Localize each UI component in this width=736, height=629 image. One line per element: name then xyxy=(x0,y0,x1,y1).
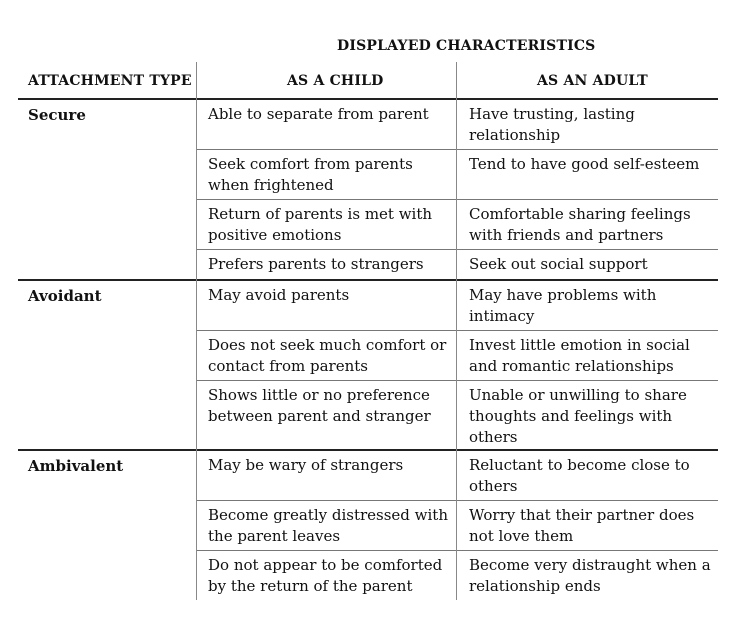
row-divider xyxy=(197,149,718,150)
row-divider xyxy=(197,249,718,250)
adult-cell: Have trusting, lasting relationship xyxy=(469,105,635,144)
child-cell: May be wary of strangers xyxy=(208,456,404,474)
child-cell: Prefers parents to strangers xyxy=(208,255,424,273)
child-cell: Do not appear to be comforted by the return of the parent xyxy=(208,556,443,595)
row-divider xyxy=(197,500,718,501)
child-cell: May avoid parents xyxy=(208,286,350,304)
child-cell: Able to separate from parent xyxy=(208,105,429,123)
attachment-type-secure: Secure xyxy=(28,106,86,124)
displayed-characteristics-header: DISPLAYED CHARACTERISTICS xyxy=(337,38,596,54)
group-divider-secure-avoidant xyxy=(18,279,718,281)
adult-cell: Seek out social support xyxy=(469,255,648,273)
as-an-adult-header: AS AN ADULT xyxy=(537,73,648,89)
as-a-child-header: AS A CHILD xyxy=(287,73,384,89)
adult-cell: Unable or unwilling to share thoughts and feelings with others xyxy=(469,386,687,446)
row-divider xyxy=(197,330,718,331)
child-cell: Return of parents is met with positive emotions xyxy=(208,205,433,244)
row-divider xyxy=(197,380,718,381)
child-cell: Shows little or no preference between parent and stranger xyxy=(208,386,431,425)
column-divider-type xyxy=(196,62,197,600)
adult-cell: Tend to have good self-esteem xyxy=(469,155,700,173)
child-cell: Become greatly distressed with the parent leaves xyxy=(208,506,448,545)
adult-cell: Reluctant to become close to others xyxy=(469,456,690,495)
row-divider xyxy=(197,199,718,200)
header-divider xyxy=(18,98,718,100)
adult-cell: Worry that their partner does not love them xyxy=(469,506,695,545)
adult-cell: Invest little emotion in social and romantic relationships xyxy=(469,336,690,375)
attachment-type-ambivalent: Ambivalent xyxy=(28,457,124,475)
child-cell: Seek comfort from parents when frightened xyxy=(208,155,413,194)
group-divider-avoidant-ambivalent xyxy=(18,449,718,451)
adult-cell: Become very distraught when a relationship ends xyxy=(469,556,711,595)
child-cell: Does not seek much comfort or contact from parents xyxy=(208,336,447,375)
row-divider xyxy=(197,550,718,551)
attachment-type-avoidant: Avoidant xyxy=(28,287,102,305)
column-divider-child-adult xyxy=(456,62,457,600)
adult-cell: Comfortable sharing feelings with friends and partners xyxy=(469,205,691,244)
adult-cell: May have problems with intimacy xyxy=(469,286,657,325)
attachment-type-header: ATTACHMENT TYPE xyxy=(28,73,192,89)
